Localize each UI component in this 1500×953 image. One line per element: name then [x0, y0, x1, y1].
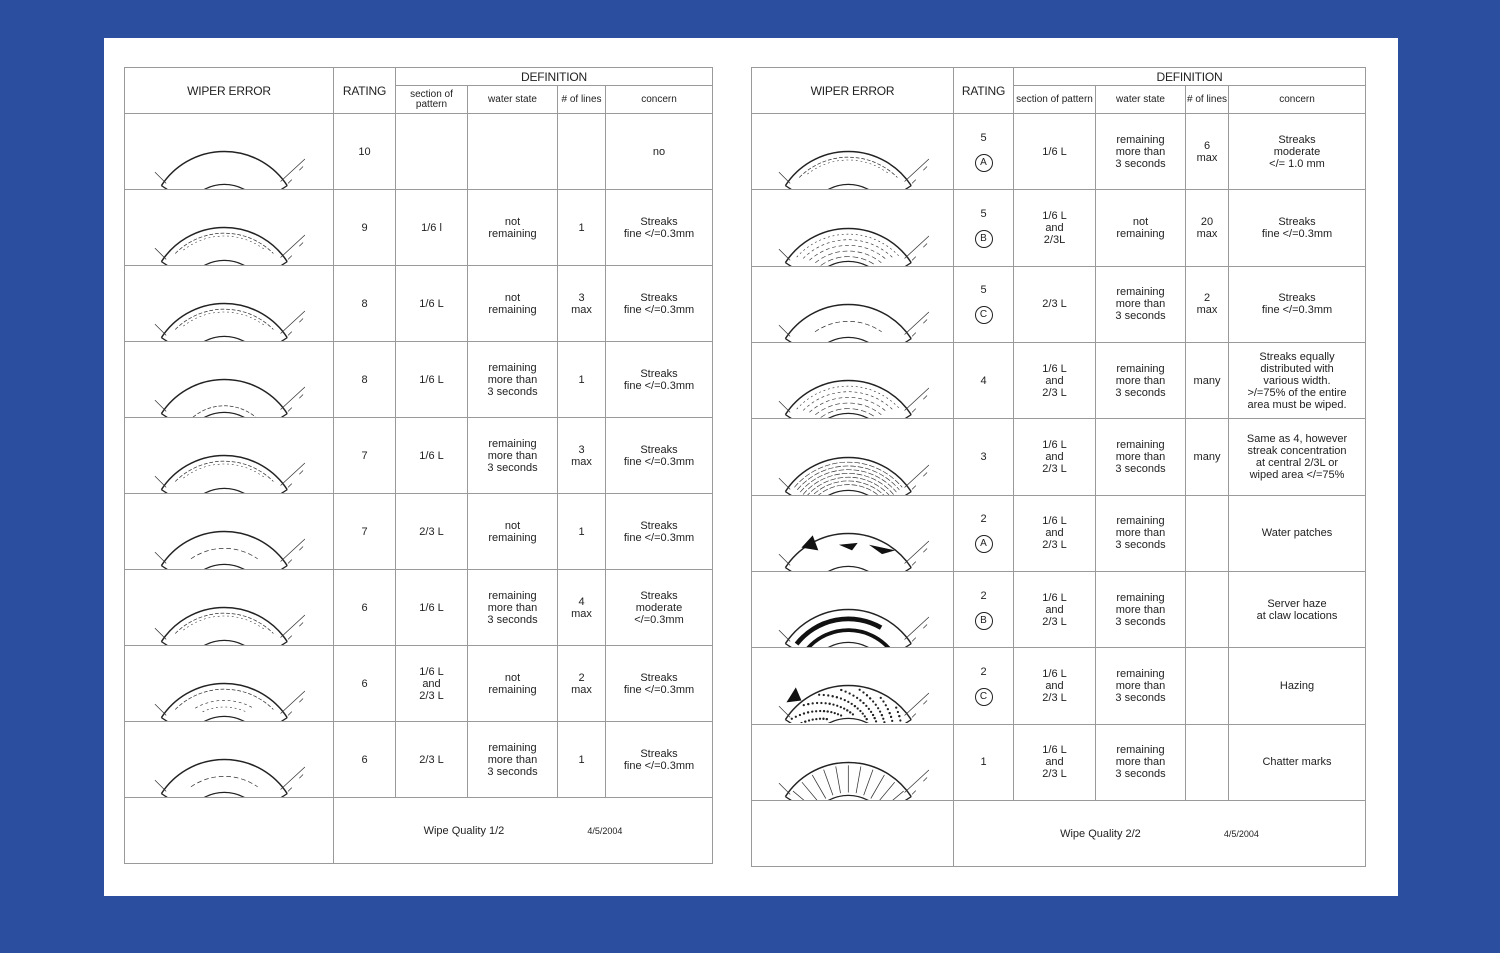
- concern-cell: Streaks fine </=0.3mm: [606, 646, 713, 722]
- concern-cell: Water patches: [1229, 495, 1366, 571]
- section-cell: 1/6 L and 2/3 L: [1014, 724, 1096, 800]
- table-row: [752, 343, 1366, 419]
- concern-cell: Streaks moderate </=0.3mm: [606, 570, 713, 646]
- wipe-pattern-figure: [125, 114, 334, 190]
- lines-cell: 4 max: [558, 570, 606, 646]
- footer-date: 4/5/2004: [587, 825, 623, 836]
- definition-header: DEFINITION: [396, 68, 713, 86]
- concern-cell: Streaks fine </=0.3mm: [606, 266, 713, 342]
- water-state-cell: not remaining: [1096, 190, 1186, 266]
- water-state-cell: remaining more than 3 seconds: [468, 418, 558, 494]
- wipe-quality-table-1: [124, 67, 713, 864]
- table-row: [125, 114, 713, 190]
- concern-cell: Same as 4, however streak concentration at central 2/3L or wiped area </=75%: [1229, 419, 1366, 495]
- section-cell: 1/6 L and 2/3 L: [1014, 571, 1096, 647]
- wipe-pattern-figure: [125, 418, 334, 494]
- lines-cell: 3 max: [558, 266, 606, 342]
- wipe-pattern-figure: [752, 343, 954, 419]
- wipe-pattern-figure: [752, 190, 954, 266]
- rating-cell: [954, 495, 1014, 571]
- rating-value: 5: [980, 208, 987, 221]
- section-cell: [396, 114, 468, 190]
- water-state-cell: remaining more than 3 seconds: [1096, 571, 1186, 647]
- concern-cell: Streaks moderate </= 1.0 mm: [1229, 114, 1366, 190]
- section-cell: 1/6 L and 2/3 L: [1014, 495, 1096, 571]
- wipe-pattern-figure: [752, 495, 954, 571]
- rating-value: 6: [361, 753, 368, 766]
- wipe-pattern-icon: [144, 570, 314, 645]
- rating-cell: [334, 722, 396, 798]
- table-row: [752, 495, 1366, 571]
- water-state-cell: not remaining: [468, 494, 558, 570]
- section-cell: 1/6 L: [396, 418, 468, 494]
- rating-cell: [334, 418, 396, 494]
- table-row: [752, 571, 1366, 647]
- wiper-error-header: WIPER ERROR: [752, 68, 954, 114]
- section-cell: 1/6 L and 2/3 L: [1014, 343, 1096, 419]
- rating-value: 4: [980, 374, 987, 387]
- concern-cell: no: [606, 114, 713, 190]
- wipe-pattern-figure: [125, 190, 334, 266]
- table-row: [752, 266, 1366, 342]
- lines-header: # of lines: [558, 86, 606, 114]
- rating-cell: [954, 190, 1014, 266]
- lines-cell: many: [1186, 343, 1229, 419]
- water-state-cell: remaining more than 3 seconds: [468, 342, 558, 418]
- rating-variant-badge: C: [975, 688, 993, 706]
- section-cell: 1/6 L and 2/3 L: [396, 646, 468, 722]
- rating-cell: [954, 419, 1014, 495]
- footer-blank: [125, 798, 334, 864]
- section-cell: 2/3 L: [396, 494, 468, 570]
- wipe-pattern-icon: [768, 191, 938, 266]
- lines-cell: 2 max: [558, 646, 606, 722]
- rating-value: 3: [980, 451, 987, 463]
- rating-cell: [334, 494, 396, 570]
- concern-header: concern: [1229, 86, 1366, 114]
- wipe-quality-table-2: [751, 67, 1366, 867]
- definition-header: DEFINITION: [1014, 68, 1366, 86]
- table-row: [752, 648, 1366, 724]
- lines-cell: [558, 114, 606, 190]
- rating-value: 5: [980, 284, 987, 297]
- table-row: [125, 418, 713, 494]
- table-row: [125, 494, 713, 570]
- rating-variant-badge: A: [975, 535, 993, 553]
- wipe-pattern-figure: [752, 571, 954, 647]
- water-state-header: water state: [1096, 86, 1186, 114]
- wiper-error-header: WIPER ERROR: [125, 68, 334, 114]
- concern-cell: Streaks fine </=0.3mm: [1229, 266, 1366, 342]
- lines-cell: 3 max: [558, 418, 606, 494]
- section-cell: 1/6 L: [396, 570, 468, 646]
- table-row: [752, 190, 1366, 266]
- table-row: [125, 570, 713, 646]
- lines-cell: [1186, 724, 1229, 800]
- rating-value: 5: [980, 131, 987, 144]
- water-state-cell: remaining more than 3 seconds: [1096, 495, 1186, 571]
- section-header: section of pattern: [396, 86, 468, 114]
- wipe-pattern-figure: [752, 114, 954, 190]
- table-row: [125, 722, 713, 798]
- footer-caption: [334, 798, 713, 864]
- lines-cell: [1186, 571, 1229, 647]
- table-row: [752, 419, 1366, 495]
- document-sheet: [104, 38, 1398, 896]
- water-state-cell: remaining more than 3 seconds: [468, 722, 558, 798]
- table-row: [125, 266, 713, 342]
- section-cell: 1/6 L: [1014, 114, 1096, 190]
- rating-cell: [334, 114, 396, 190]
- rating-cell: [334, 266, 396, 342]
- lines-cell: 6 max: [1186, 114, 1229, 190]
- rating-value: 2: [980, 665, 987, 678]
- footer-title: Wipe Quality 2/2: [1060, 827, 1141, 840]
- section-cell: 2/3 L: [396, 722, 468, 798]
- wipe-pattern-icon: [768, 496, 938, 571]
- rating-value: 2: [980, 513, 987, 526]
- water-state-cell: remaining more than 3 seconds: [1096, 343, 1186, 419]
- water-state-cell: remaining more than 3 seconds: [1096, 419, 1186, 495]
- water-state-cell: remaining more than 3 seconds: [468, 570, 558, 646]
- concern-cell: Streaks fine </=0.3mm: [1229, 190, 1366, 266]
- wipe-pattern-icon: [144, 342, 314, 417]
- rating-cell: [954, 114, 1014, 190]
- concern-cell: Hazing: [1229, 648, 1366, 724]
- table-row: [125, 190, 713, 266]
- rating-header: RATING: [954, 68, 1014, 114]
- lines-cell: 20 max: [1186, 190, 1229, 266]
- wipe-pattern-figure: [752, 648, 954, 724]
- water-state-cell: not remaining: [468, 646, 558, 722]
- concern-cell: Streaks fine </=0.3mm: [606, 190, 713, 266]
- water-state-cell: remaining more than 3 seconds: [1096, 648, 1186, 724]
- rating-variant-badge: B: [975, 612, 993, 630]
- wipe-pattern-icon: [144, 646, 314, 721]
- wipe-pattern-figure: [125, 494, 334, 570]
- wipe-pattern-icon: [144, 722, 314, 797]
- rating-cell: [954, 724, 1014, 800]
- wipe-pattern-icon: [144, 494, 314, 569]
- wipe-pattern-figure: [752, 419, 954, 495]
- rating-cell: [954, 648, 1014, 724]
- concern-cell: Chatter marks: [1229, 724, 1366, 800]
- water-state-header: water state: [468, 86, 558, 114]
- wipe-pattern-icon: [768, 343, 938, 418]
- concern-header: concern: [606, 86, 713, 114]
- lines-cell: 1: [558, 494, 606, 570]
- rating-value: 6: [361, 601, 368, 614]
- wipe-pattern-figure: [752, 266, 954, 342]
- rating-value: 7: [361, 525, 368, 538]
- lines-cell: 1: [558, 190, 606, 266]
- rating-value: 8: [361, 297, 368, 310]
- wipe-pattern-figure: [125, 266, 334, 342]
- rating-value: 2: [980, 589, 987, 602]
- water-state-cell: remaining more than 3 seconds: [1096, 266, 1186, 342]
- lines-cell: many: [1186, 419, 1229, 495]
- rating-cell: [334, 342, 396, 418]
- table-row: [125, 646, 713, 722]
- concern-cell: Streaks equally distributed with various width. >/=75% of the entire area must be wiped.: [1229, 343, 1366, 419]
- wipe-pattern-icon: [768, 572, 938, 647]
- table-row: [752, 724, 1366, 800]
- section-cell: 1/6 L and 2/3 L: [1014, 419, 1096, 495]
- section-header: section of pattern: [1014, 86, 1096, 114]
- concern-cell: Streaks fine </=0.3mm: [606, 494, 713, 570]
- lines-cell: [1186, 648, 1229, 724]
- wipe-pattern-icon: [768, 725, 938, 800]
- wipe-pattern-icon: [768, 267, 938, 342]
- footer-title: Wipe Quality 1/2: [423, 824, 505, 837]
- lines-cell: [1186, 495, 1229, 571]
- rating-variant-badge: B: [975, 230, 993, 248]
- footer-caption: [954, 801, 1366, 867]
- lines-cell: 2 max: [1186, 266, 1229, 342]
- wipe-pattern-figure: [125, 646, 334, 722]
- rating-value: 8: [361, 373, 368, 386]
- wipe-pattern-icon: [144, 266, 314, 341]
- rating-cell: [954, 266, 1014, 342]
- lines-header: # of lines: [1186, 86, 1229, 114]
- concern-cell: Server haze at claw locations: [1229, 571, 1366, 647]
- concern-cell: Streaks fine </=0.3mm: [606, 342, 713, 418]
- section-cell: 1/6 L and 2/3L: [1014, 190, 1096, 266]
- lines-cell: 1: [558, 722, 606, 798]
- section-cell: 1/6 l: [396, 190, 468, 266]
- rating-cell: [954, 343, 1014, 419]
- wipe-pattern-figure: [752, 724, 954, 800]
- rating-value: 1: [980, 756, 987, 769]
- section-cell: 1/6 L and 2/3 L: [1014, 648, 1096, 724]
- wipe-pattern-icon: [144, 190, 314, 265]
- rating-variant-badge: A: [975, 154, 993, 172]
- water-state-cell: remaining more than 3 seconds: [1096, 724, 1186, 800]
- section-cell: 2/3 L: [1014, 266, 1096, 342]
- table-row: [752, 114, 1366, 190]
- wipe-pattern-figure: [125, 722, 334, 798]
- water-state-cell: [468, 114, 558, 190]
- footer-date: 4/5/2004: [1223, 828, 1259, 839]
- rating-value: 7: [361, 449, 368, 462]
- rating-value: 10: [358, 145, 371, 158]
- footer-blank: [752, 801, 954, 867]
- table-row: [125, 342, 713, 418]
- wipe-pattern-figure: [125, 570, 334, 646]
- rating-value: 9: [361, 221, 368, 234]
- concern-cell: Streaks fine </=0.3mm: [606, 418, 713, 494]
- water-state-cell: not remaining: [468, 190, 558, 266]
- rating-cell: [954, 571, 1014, 647]
- wipe-pattern-icon: [768, 114, 938, 189]
- wipe-pattern-figure: [125, 342, 334, 418]
- wipe-pattern-icon: [144, 418, 314, 493]
- rating-value: 6: [361, 677, 368, 690]
- rating-variant-badge: C: [975, 306, 993, 324]
- rating-cell: [334, 646, 396, 722]
- rating-cell: [334, 190, 396, 266]
- lines-cell: 1: [558, 342, 606, 418]
- section-cell: 1/6 L: [396, 266, 468, 342]
- section-cell: 1/6 L: [396, 342, 468, 418]
- wipe-pattern-icon: [768, 648, 938, 723]
- water-state-cell: remaining more than 3 seconds: [1096, 114, 1186, 190]
- rating-cell: [334, 570, 396, 646]
- wipe-pattern-icon: [768, 420, 938, 495]
- water-state-cell: not remaining: [468, 266, 558, 342]
- rating-header: RATING: [334, 68, 396, 114]
- wipe-pattern-icon: [144, 114, 314, 189]
- concern-cell: Streaks fine </=0.3mm: [606, 722, 713, 798]
